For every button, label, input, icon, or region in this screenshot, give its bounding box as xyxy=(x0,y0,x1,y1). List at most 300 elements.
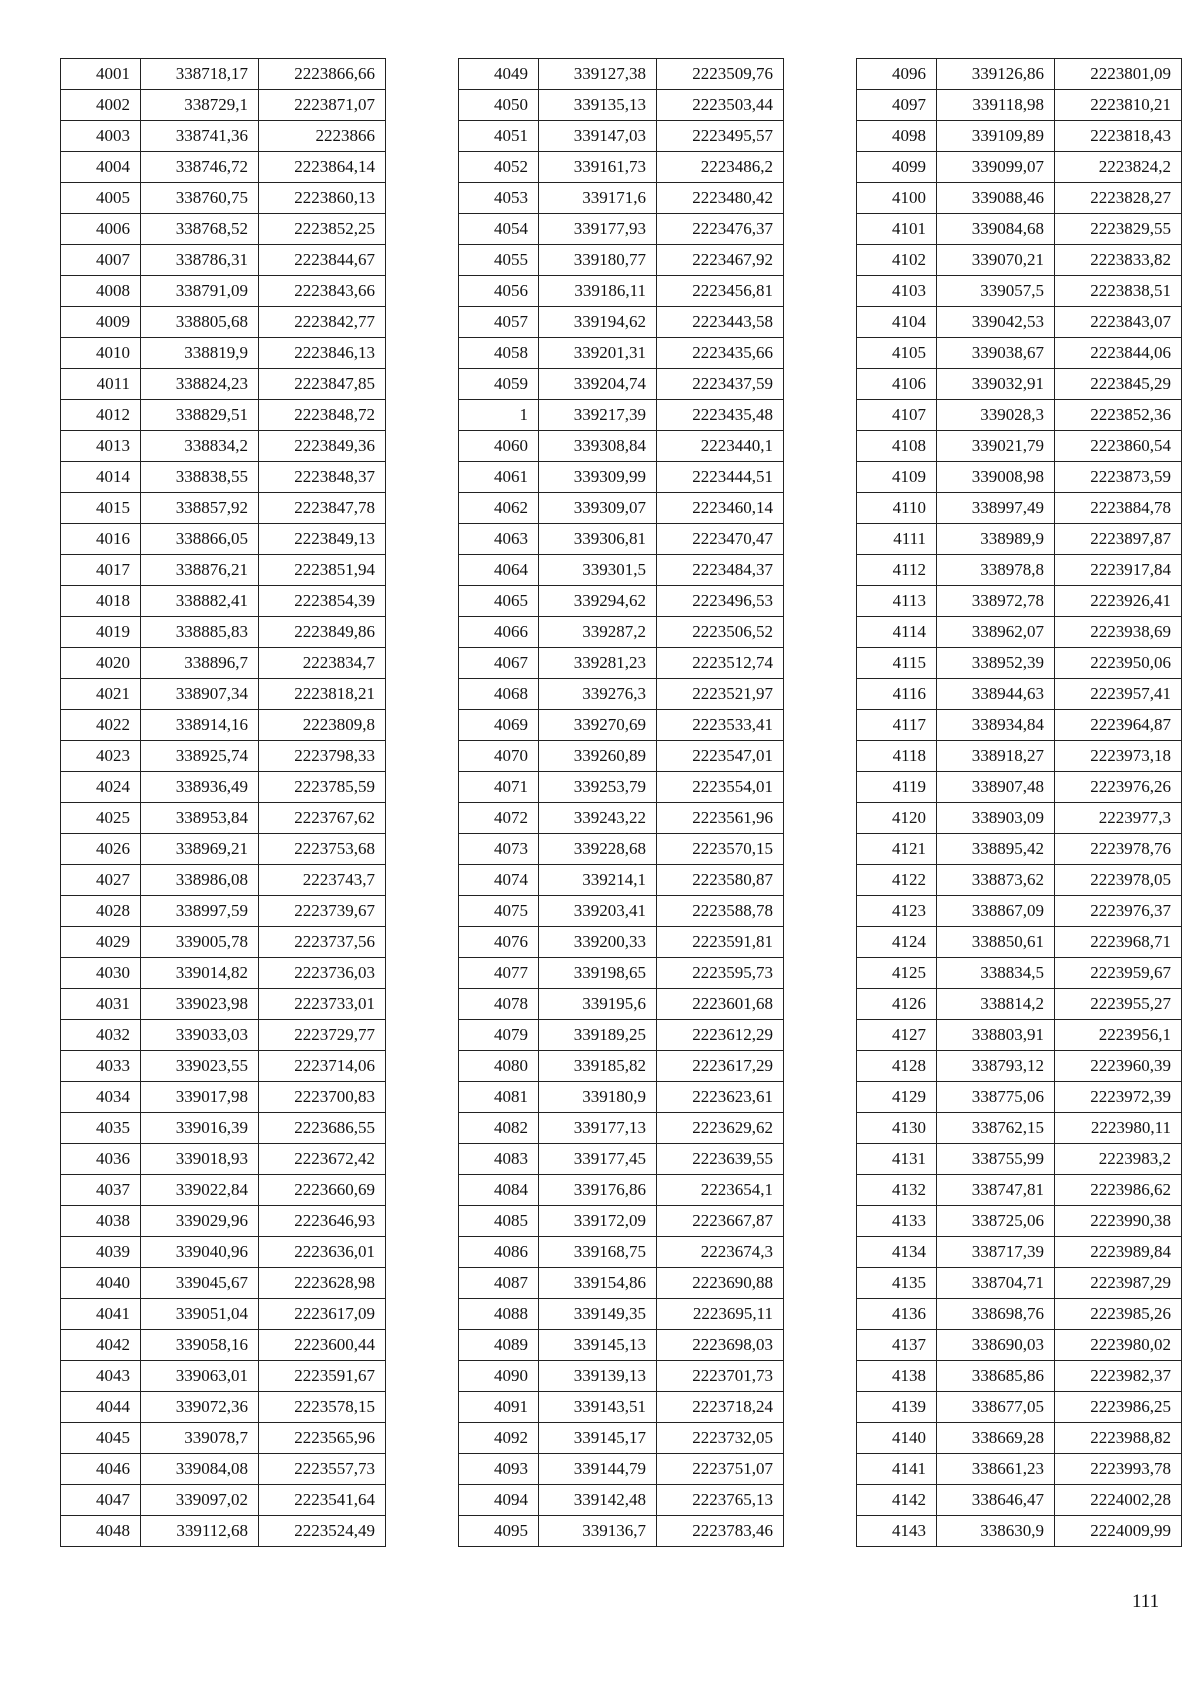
x-coordinate-cell: 339135,13 xyxy=(539,90,657,121)
table-row xyxy=(459,772,784,803)
point-number-cell: 4013 xyxy=(61,431,141,462)
x-coordinate-cell: 339147,03 xyxy=(539,121,657,152)
y-coordinate-cell: 2223818,21 xyxy=(259,679,386,710)
point-number-cell: 4133 xyxy=(857,1206,937,1237)
table-row xyxy=(459,121,784,152)
x-coordinate-cell: 338814,2 xyxy=(937,989,1055,1020)
table-row xyxy=(61,927,386,958)
y-coordinate-cell: 2223476,37 xyxy=(657,214,784,245)
point-number-cell: 4124 xyxy=(857,927,937,958)
x-coordinate-cell: 338775,06 xyxy=(937,1082,1055,1113)
y-coordinate-cell: 2223753,68 xyxy=(259,834,386,865)
y-coordinate-cell: 2223470,47 xyxy=(657,524,784,555)
y-coordinate-cell: 2223851,94 xyxy=(259,555,386,586)
table-row xyxy=(61,400,386,431)
y-coordinate-cell: 2223864,14 xyxy=(259,152,386,183)
y-coordinate-cell: 2223732,05 xyxy=(657,1423,784,1454)
x-coordinate-cell: 338969,21 xyxy=(141,834,259,865)
table-row xyxy=(61,648,386,679)
x-coordinate-cell: 339109,89 xyxy=(937,121,1055,152)
x-coordinate-cell: 338896,7 xyxy=(141,648,259,679)
y-coordinate-cell: 2223959,67 xyxy=(1055,958,1182,989)
x-coordinate-cell: 338997,49 xyxy=(937,493,1055,524)
table-row xyxy=(857,679,1182,710)
x-coordinate-cell: 339203,41 xyxy=(539,896,657,927)
point-number-cell: 4075 xyxy=(459,896,539,927)
point-number-cell: 4026 xyxy=(61,834,141,865)
x-coordinate-cell: 339149,35 xyxy=(539,1299,657,1330)
y-coordinate-cell: 2223884,78 xyxy=(1055,493,1182,524)
point-number-cell: 4016 xyxy=(61,524,141,555)
x-coordinate-cell: 338793,12 xyxy=(937,1051,1055,1082)
x-coordinate-cell: 339309,07 xyxy=(539,493,657,524)
table-row xyxy=(857,927,1182,958)
table-row xyxy=(459,276,784,307)
x-coordinate-cell: 339276,3 xyxy=(539,679,657,710)
x-coordinate-cell: 339143,51 xyxy=(539,1392,657,1423)
y-coordinate-cell: 2223838,51 xyxy=(1055,276,1182,307)
point-number-cell: 4023 xyxy=(61,741,141,772)
point-number-cell: 4055 xyxy=(459,245,539,276)
point-number-cell: 4089 xyxy=(459,1330,539,1361)
y-coordinate-cell: 2223987,29 xyxy=(1055,1268,1182,1299)
table-row xyxy=(459,462,784,493)
x-coordinate-cell: 338838,55 xyxy=(141,462,259,493)
y-coordinate-cell: 2223733,01 xyxy=(259,989,386,1020)
point-number-cell: 4137 xyxy=(857,1330,937,1361)
x-coordinate-cell: 338755,99 xyxy=(937,1144,1055,1175)
y-coordinate-cell: 2223435,48 xyxy=(657,400,784,431)
y-coordinate-cell: 2223639,55 xyxy=(657,1144,784,1175)
y-coordinate-cell: 2223873,59 xyxy=(1055,462,1182,493)
y-coordinate-cell: 2223591,81 xyxy=(657,927,784,958)
point-number-cell: 4083 xyxy=(459,1144,539,1175)
table-row xyxy=(61,1361,386,1392)
table-row xyxy=(61,276,386,307)
table-row xyxy=(61,803,386,834)
y-coordinate-cell: 2223977,3 xyxy=(1055,803,1182,834)
point-number-cell: 4102 xyxy=(857,245,937,276)
point-number-cell: 4035 xyxy=(61,1113,141,1144)
point-number-cell: 4088 xyxy=(459,1299,539,1330)
y-coordinate-cell: 2223588,78 xyxy=(657,896,784,927)
x-coordinate-cell: 339139,13 xyxy=(539,1361,657,1392)
y-coordinate-cell: 2223973,18 xyxy=(1055,741,1182,772)
point-number-cell: 4143 xyxy=(857,1516,937,1547)
table-row xyxy=(459,710,784,741)
table-row xyxy=(459,1299,784,1330)
point-number-cell: 4012 xyxy=(61,400,141,431)
table-row xyxy=(459,586,784,617)
point-number-cell: 4032 xyxy=(61,1020,141,1051)
x-coordinate-cell: 338718,17 xyxy=(141,59,259,90)
table-row xyxy=(61,1392,386,1423)
table-row xyxy=(459,307,784,338)
x-coordinate-cell: 339306,81 xyxy=(539,524,657,555)
point-number-cell: 4054 xyxy=(459,214,539,245)
point-number-cell: 4097 xyxy=(857,90,937,121)
x-coordinate-cell: 338685,86 xyxy=(937,1361,1055,1392)
x-coordinate-cell: 338677,05 xyxy=(937,1392,1055,1423)
point-number-cell: 4104 xyxy=(857,307,937,338)
table-row xyxy=(459,245,784,276)
x-coordinate-cell: 338834,2 xyxy=(141,431,259,462)
point-number-cell: 4042 xyxy=(61,1330,141,1361)
table-row xyxy=(61,1020,386,1051)
y-coordinate-cell: 2223849,13 xyxy=(259,524,386,555)
x-coordinate-cell: 338729,1 xyxy=(141,90,259,121)
table-row xyxy=(459,1144,784,1175)
page-number: 111 xyxy=(1132,1591,1160,1612)
y-coordinate-cell: 2223580,87 xyxy=(657,865,784,896)
y-coordinate-cell: 2223736,03 xyxy=(259,958,386,989)
point-number-cell: 4141 xyxy=(857,1454,937,1485)
x-coordinate-cell: 339008,98 xyxy=(937,462,1055,493)
x-coordinate-cell: 339168,75 xyxy=(539,1237,657,1268)
x-coordinate-cell: 339145,13 xyxy=(539,1330,657,1361)
y-coordinate-cell: 2223993,78 xyxy=(1055,1454,1182,1485)
table-row xyxy=(459,1268,784,1299)
point-number-cell: 4093 xyxy=(459,1454,539,1485)
point-number-cell: 4008 xyxy=(61,276,141,307)
table-row xyxy=(61,958,386,989)
point-number-cell: 4126 xyxy=(857,989,937,1020)
table-row xyxy=(61,1113,386,1144)
x-coordinate-cell: 338824,23 xyxy=(141,369,259,400)
point-number-cell: 4066 xyxy=(459,617,539,648)
x-coordinate-cell: 338829,51 xyxy=(141,400,259,431)
x-coordinate-cell: 339180,9 xyxy=(539,1082,657,1113)
table-row xyxy=(857,1423,1182,1454)
table-row xyxy=(459,400,784,431)
y-coordinate-cell: 2223667,87 xyxy=(657,1206,784,1237)
table-row xyxy=(459,803,784,834)
y-coordinate-cell: 2223798,33 xyxy=(259,741,386,772)
x-coordinate-cell: 338989,9 xyxy=(937,524,1055,555)
y-coordinate-cell: 2223956,1 xyxy=(1055,1020,1182,1051)
point-number-cell: 4044 xyxy=(61,1392,141,1423)
y-coordinate-cell: 2223866 xyxy=(259,121,386,152)
y-coordinate-cell: 2223824,2 xyxy=(1055,152,1182,183)
x-coordinate-cell: 339017,98 xyxy=(141,1082,259,1113)
y-coordinate-cell: 2223845,29 xyxy=(1055,369,1182,400)
x-coordinate-cell: 338704,71 xyxy=(937,1268,1055,1299)
y-coordinate-cell: 2223989,84 xyxy=(1055,1237,1182,1268)
table-row xyxy=(857,214,1182,245)
x-coordinate-cell: 339204,74 xyxy=(539,369,657,400)
y-coordinate-cell: 2223917,84 xyxy=(1055,555,1182,586)
x-coordinate-cell: 339078,7 xyxy=(141,1423,259,1454)
table-row xyxy=(857,90,1182,121)
y-coordinate-cell: 2223834,7 xyxy=(259,648,386,679)
x-coordinate-cell: 339180,77 xyxy=(539,245,657,276)
y-coordinate-cell: 2223737,56 xyxy=(259,927,386,958)
y-coordinate-cell: 2223976,26 xyxy=(1055,772,1182,803)
y-coordinate-cell: 2223988,82 xyxy=(1055,1423,1182,1454)
point-number-cell: 4041 xyxy=(61,1299,141,1330)
y-coordinate-cell: 2223695,11 xyxy=(657,1299,784,1330)
table-row xyxy=(857,741,1182,772)
x-coordinate-cell: 339097,02 xyxy=(141,1485,259,1516)
point-number-cell: 4046 xyxy=(61,1454,141,1485)
x-coordinate-cell: 339018,93 xyxy=(141,1144,259,1175)
point-number-cell: 4031 xyxy=(61,989,141,1020)
table-row xyxy=(459,493,784,524)
point-number-cell: 4027 xyxy=(61,865,141,896)
table-row xyxy=(61,214,386,245)
point-number-cell: 4101 xyxy=(857,214,937,245)
point-number-cell: 4040 xyxy=(61,1268,141,1299)
table-row xyxy=(61,524,386,555)
coordinate-table-right xyxy=(856,58,1182,1547)
table-row xyxy=(61,679,386,710)
y-coordinate-cell: 2223964,87 xyxy=(1055,710,1182,741)
y-coordinate-cell: 2223860,54 xyxy=(1055,431,1182,462)
y-coordinate-cell: 2223848,37 xyxy=(259,462,386,493)
y-coordinate-cell: 2223506,52 xyxy=(657,617,784,648)
y-coordinate-cell: 2223842,77 xyxy=(259,307,386,338)
table-row xyxy=(857,1392,1182,1423)
y-coordinate-cell: 2223844,67 xyxy=(259,245,386,276)
x-coordinate-cell: 338885,83 xyxy=(141,617,259,648)
point-number-cell: 4070 xyxy=(459,741,539,772)
x-coordinate-cell: 338791,09 xyxy=(141,276,259,307)
y-coordinate-cell: 2223698,03 xyxy=(657,1330,784,1361)
table-row xyxy=(857,1361,1182,1392)
table-row xyxy=(857,1330,1182,1361)
table-row xyxy=(459,1423,784,1454)
y-coordinate-cell: 2223654,1 xyxy=(657,1175,784,1206)
point-number-cell: 4128 xyxy=(857,1051,937,1082)
point-number-cell: 4113 xyxy=(857,586,937,617)
x-coordinate-cell: 338986,08 xyxy=(141,865,259,896)
point-number-cell: 4047 xyxy=(61,1485,141,1516)
x-coordinate-cell: 338944,63 xyxy=(937,679,1055,710)
x-coordinate-cell: 339172,09 xyxy=(539,1206,657,1237)
x-coordinate-cell: 339177,13 xyxy=(539,1113,657,1144)
point-number-cell: 4029 xyxy=(61,927,141,958)
table-row xyxy=(857,617,1182,648)
table-row xyxy=(61,865,386,896)
table-row xyxy=(459,617,784,648)
y-coordinate-cell: 2223818,43 xyxy=(1055,121,1182,152)
point-number-cell: 4139 xyxy=(857,1392,937,1423)
x-coordinate-cell: 338882,41 xyxy=(141,586,259,617)
x-coordinate-cell: 339136,7 xyxy=(539,1516,657,1547)
table-row xyxy=(61,1206,386,1237)
point-number-cell: 4001 xyxy=(61,59,141,90)
table-row xyxy=(61,1299,386,1330)
y-coordinate-cell: 2223844,06 xyxy=(1055,338,1182,369)
x-coordinate-cell: 338803,91 xyxy=(937,1020,1055,1051)
point-number-cell: 4064 xyxy=(459,555,539,586)
point-number-cell: 4130 xyxy=(857,1113,937,1144)
y-coordinate-cell: 2223871,07 xyxy=(259,90,386,121)
point-number-cell: 4110 xyxy=(857,493,937,524)
table-row xyxy=(459,1113,784,1144)
x-coordinate-cell: 339154,86 xyxy=(539,1268,657,1299)
y-coordinate-cell: 2223686,55 xyxy=(259,1113,386,1144)
point-number-cell: 4080 xyxy=(459,1051,539,1082)
x-coordinate-cell: 339198,65 xyxy=(539,958,657,989)
x-coordinate-cell: 338768,52 xyxy=(141,214,259,245)
point-number-cell: 4095 xyxy=(459,1516,539,1547)
table-row xyxy=(61,1144,386,1175)
point-number-cell: 4060 xyxy=(459,431,539,462)
y-coordinate-cell: 2223980,11 xyxy=(1055,1113,1182,1144)
x-coordinate-cell: 339032,91 xyxy=(937,369,1055,400)
x-coordinate-cell: 338786,31 xyxy=(141,245,259,276)
table-row xyxy=(61,307,386,338)
point-number-cell: 4100 xyxy=(857,183,937,214)
x-coordinate-cell: 338762,15 xyxy=(937,1113,1055,1144)
x-coordinate-cell: 339127,38 xyxy=(539,59,657,90)
y-coordinate-cell: 2223467,92 xyxy=(657,245,784,276)
point-number-cell: 4020 xyxy=(61,648,141,679)
x-coordinate-cell: 339029,96 xyxy=(141,1206,259,1237)
y-coordinate-cell: 2223860,13 xyxy=(259,183,386,214)
y-coordinate-cell: 2223547,01 xyxy=(657,741,784,772)
x-coordinate-cell: 339045,67 xyxy=(141,1268,259,1299)
x-coordinate-cell: 339057,5 xyxy=(937,276,1055,307)
y-coordinate-cell: 2223460,14 xyxy=(657,493,784,524)
point-number-cell: 4004 xyxy=(61,152,141,183)
y-coordinate-cell: 2223554,01 xyxy=(657,772,784,803)
y-coordinate-cell: 2223714,06 xyxy=(259,1051,386,1082)
x-coordinate-cell: 339021,79 xyxy=(937,431,1055,462)
x-coordinate-cell: 338661,23 xyxy=(937,1454,1055,1485)
point-number-cell: 4106 xyxy=(857,369,937,400)
x-coordinate-cell: 339217,39 xyxy=(539,400,657,431)
table-row xyxy=(61,59,386,90)
point-number-cell: 4065 xyxy=(459,586,539,617)
y-coordinate-cell: 2224009,99 xyxy=(1055,1516,1182,1547)
point-number-cell: 4024 xyxy=(61,772,141,803)
x-coordinate-cell: 339072,36 xyxy=(141,1392,259,1423)
table-row xyxy=(459,1082,784,1113)
x-coordinate-cell: 339051,04 xyxy=(141,1299,259,1330)
point-number-cell: 4085 xyxy=(459,1206,539,1237)
x-coordinate-cell: 339270,69 xyxy=(539,710,657,741)
table-row xyxy=(857,121,1182,152)
y-coordinate-cell: 2223847,85 xyxy=(259,369,386,400)
x-coordinate-cell: 339118,98 xyxy=(937,90,1055,121)
point-number-cell: 4121 xyxy=(857,834,937,865)
x-coordinate-cell: 338907,48 xyxy=(937,772,1055,803)
y-coordinate-cell: 2223843,66 xyxy=(259,276,386,307)
table-row xyxy=(61,1082,386,1113)
point-number-cell: 4092 xyxy=(459,1423,539,1454)
y-coordinate-cell: 2223629,62 xyxy=(657,1113,784,1144)
x-coordinate-cell: 338925,74 xyxy=(141,741,259,772)
point-number-cell: 4091 xyxy=(459,1392,539,1423)
x-coordinate-cell: 338760,75 xyxy=(141,183,259,214)
table-row xyxy=(857,896,1182,927)
point-number-cell: 4048 xyxy=(61,1516,141,1547)
y-coordinate-cell: 2223846,13 xyxy=(259,338,386,369)
x-coordinate-cell: 339189,25 xyxy=(539,1020,657,1051)
point-number-cell: 4120 xyxy=(857,803,937,834)
point-number-cell: 4067 xyxy=(459,648,539,679)
table-row xyxy=(857,1020,1182,1051)
table-row xyxy=(857,803,1182,834)
x-coordinate-cell: 339126,86 xyxy=(937,59,1055,90)
table-row xyxy=(857,493,1182,524)
y-coordinate-cell: 2223437,59 xyxy=(657,369,784,400)
table-row xyxy=(857,834,1182,865)
table-row xyxy=(857,462,1182,493)
point-number-cell: 4030 xyxy=(61,958,141,989)
y-coordinate-cell: 2223617,29 xyxy=(657,1051,784,1082)
y-coordinate-cell: 2223561,96 xyxy=(657,803,784,834)
table-row xyxy=(459,338,784,369)
table-row xyxy=(857,338,1182,369)
point-number-cell: 4074 xyxy=(459,865,539,896)
y-coordinate-cell: 2223986,62 xyxy=(1055,1175,1182,1206)
point-number-cell: 4142 xyxy=(857,1485,937,1516)
x-coordinate-cell: 339171,6 xyxy=(539,183,657,214)
y-coordinate-cell: 2223852,36 xyxy=(1055,400,1182,431)
y-coordinate-cell: 2223601,68 xyxy=(657,989,784,1020)
point-number-cell: 4099 xyxy=(857,152,937,183)
point-number-cell: 4114 xyxy=(857,617,937,648)
y-coordinate-cell: 2223849,86 xyxy=(259,617,386,648)
y-coordinate-cell: 2223557,73 xyxy=(259,1454,386,1485)
x-coordinate-cell: 338934,84 xyxy=(937,710,1055,741)
point-number-cell: 4063 xyxy=(459,524,539,555)
y-coordinate-cell: 2223578,15 xyxy=(259,1392,386,1423)
x-coordinate-cell: 338867,09 xyxy=(937,896,1055,927)
table-row xyxy=(61,1423,386,1454)
point-number-cell: 4135 xyxy=(857,1268,937,1299)
table-row xyxy=(459,555,784,586)
x-coordinate-cell: 339112,68 xyxy=(141,1516,259,1547)
y-coordinate-cell: 2223521,97 xyxy=(657,679,784,710)
x-coordinate-cell: 339309,99 xyxy=(539,462,657,493)
x-coordinate-cell: 339194,62 xyxy=(539,307,657,338)
x-coordinate-cell: 339040,96 xyxy=(141,1237,259,1268)
x-coordinate-cell: 339177,45 xyxy=(539,1144,657,1175)
table-row xyxy=(61,1175,386,1206)
point-number-cell: 4038 xyxy=(61,1206,141,1237)
table-row xyxy=(857,369,1182,400)
x-coordinate-cell: 339201,31 xyxy=(539,338,657,369)
table-row xyxy=(61,369,386,400)
y-coordinate-cell: 2223957,41 xyxy=(1055,679,1182,710)
x-coordinate-cell: 339033,03 xyxy=(141,1020,259,1051)
y-coordinate-cell: 2223636,01 xyxy=(259,1237,386,1268)
point-number-cell: 4138 xyxy=(857,1361,937,1392)
point-number-cell: 4036 xyxy=(61,1144,141,1175)
point-number-cell: 4045 xyxy=(61,1423,141,1454)
table-row xyxy=(857,245,1182,276)
x-coordinate-cell: 339176,86 xyxy=(539,1175,657,1206)
x-coordinate-cell: 339005,78 xyxy=(141,927,259,958)
table-row xyxy=(459,1237,784,1268)
table-row xyxy=(857,1113,1182,1144)
table-row xyxy=(459,1485,784,1516)
x-coordinate-cell: 338866,05 xyxy=(141,524,259,555)
y-coordinate-cell: 2223623,61 xyxy=(657,1082,784,1113)
point-number-cell: 4115 xyxy=(857,648,937,679)
y-coordinate-cell: 2223444,51 xyxy=(657,462,784,493)
table-row xyxy=(61,896,386,927)
point-number-cell: 4109 xyxy=(857,462,937,493)
point-number-cell: 4003 xyxy=(61,121,141,152)
point-number-cell: 4059 xyxy=(459,369,539,400)
point-number-cell: 4025 xyxy=(61,803,141,834)
table-row xyxy=(459,1330,784,1361)
